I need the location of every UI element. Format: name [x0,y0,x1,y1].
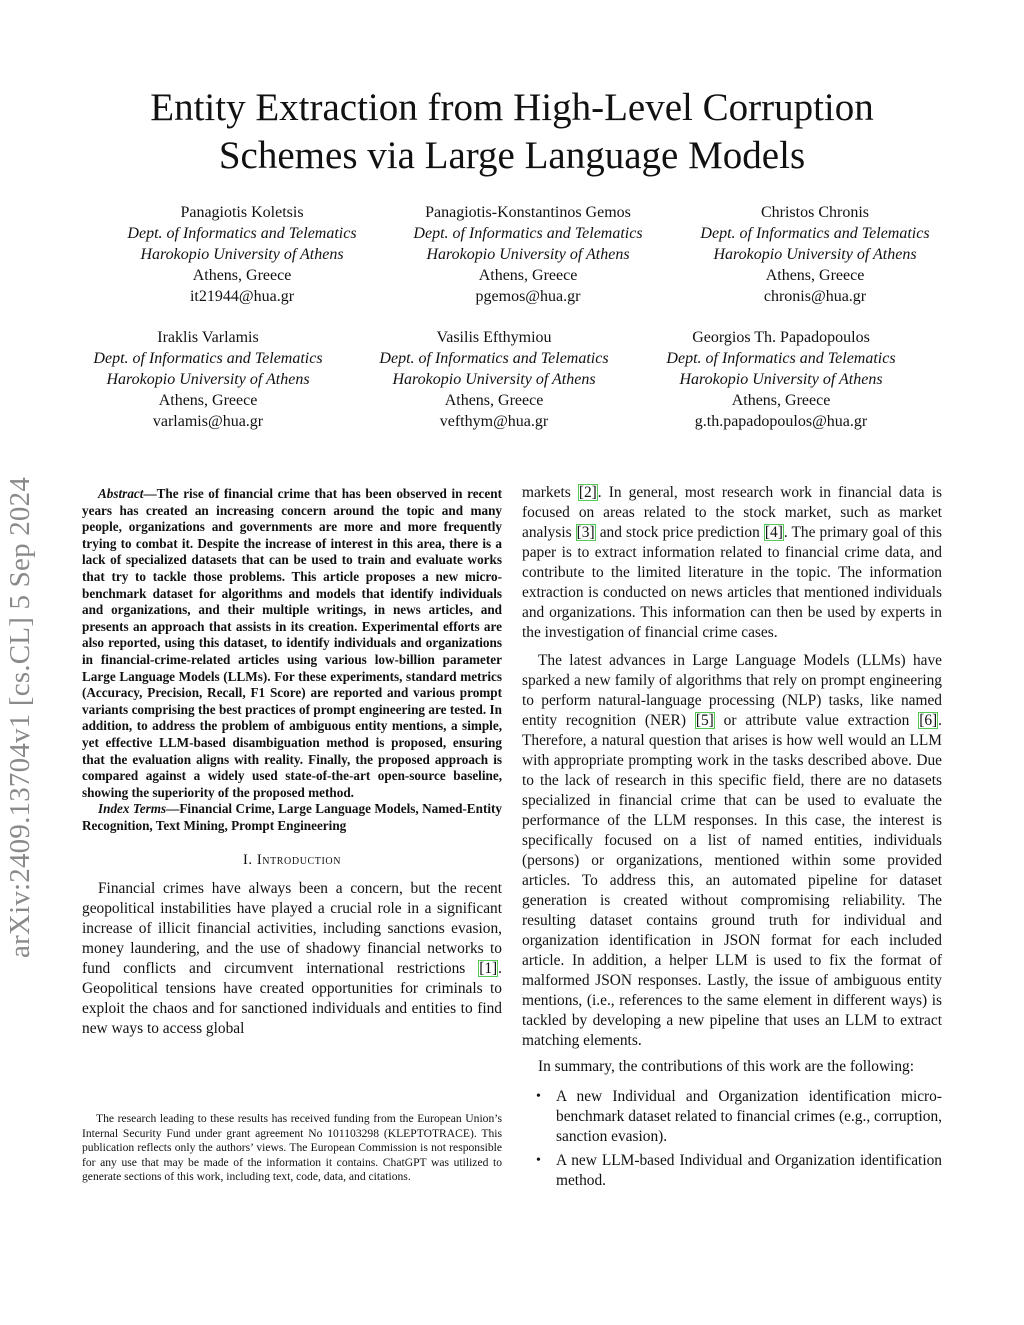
paragraph [522,651,942,1051]
author-univ: Harokopio University of Athens [679,371,883,388]
author-name: Panagiotis-Konstantinos Gemos [425,204,631,221]
list-item-text: A new Individual and Organization identification micro-benchmark dataset related to financial crimes (e.g., corruption, sanction evasion). [556,1088,942,1145]
author-city: Athens, Greece [765,267,865,284]
author-email[interactable]: it21944@hua.gr [189,288,295,305]
author-block [364,327,624,432]
text-run: Financial crimes have always been a concern, but the recent geopolitical instabilities have played a crucial role in a significant increase of illicit financial activities, including sanctions evasion, money laundering, and the use of shadowy financial networks to fund conflicts and circumvent international restrictions [82,880,502,978]
author-email[interactable]: pgemos@hua.gr [475,288,581,305]
list-item-text: A new LLM-based Individual and Organization identification method. [556,1152,942,1189]
citation-link[interactable]: [6] [919,712,938,729]
citation-link[interactable]: [1] [479,960,498,978]
text-run: . Geopolitical tensions have created opportunities for criminals to exploit the chaos and for sanctioned individuals and entities to find new ways to access global [82,960,502,1038]
text-run: or attribute value extraction [714,712,919,729]
author-block [685,202,945,307]
author-univ: Harokopio University of Athens [426,246,630,263]
author-city: Athens, Greece [158,392,258,409]
author-block [398,202,658,307]
author-univ: Harokopio University of Athens [140,246,344,263]
section-heading: I. Introduction [242,852,342,869]
author-name: Georgios Th. Papadopoulos [692,329,870,346]
author-dept: Dept. of Informatics and Telematics [127,225,357,242]
author-email[interactable]: vefthym@hua.gr [439,413,549,430]
contributions-list [522,1087,942,1191]
author-univ: Harokopio University of Athens [106,371,310,388]
author-dept: Dept. of Informatics and Telematics [700,225,930,242]
abstract-text: —The rise of financial crime that has been observed in recent years has created an increasing concern around the topic and many people, organizations and governments are more and more frequently trying to combat it. Despite the increase of interest in this area, there is a lack of specialized datasets that can be used to train and evaluate works that try to tackle those problems. This article proposes a new micro-benchmark dataset for algorithms and models that identify individuals and organizations, and their multiple writings, in news articles, and presents an approach that assists in its creation. Experimental efforts are also reported, using this dataset, to identify individuals and organizations in financial-crime-related articles using various low-billion parameter Large Language Models (LLMs). For these experiments, standard metrics (Accuracy, Precision, Recall, F1 Score) are reported and various prompt variants comprising the best practices of prompt engineering are tested. In addition, to address the problem of ambiguous entity mentions, a simple, yet effective LLM-based disambiguation method is proposed, ensuring that the evaluation aligns with reality. Finally, the proposed approach is compared against a widely used state-of-the-art open-source baseline, showing the superiority of the proposed method. [82,486,502,800]
right-column [522,483,942,1195]
index-terms-label: Index Terms [98,801,167,817]
citation-link[interactable]: [3] [576,524,595,541]
citation-link[interactable]: [4] [764,524,783,541]
paper-title [80,84,944,180]
citation-link[interactable]: [5] [695,712,714,729]
abstract-label: Abstract [98,486,144,501]
author-dept: Dept. of Informatics and Telematics [666,350,896,367]
bullet-icon: • [536,1089,541,1104]
author-univ: Harokopio University of Athens [713,246,917,263]
author-block [651,327,911,432]
funding-footnote: The research leading to these results has received funding from the European Union’s Internal Security Fund under grant agreement No 101103298 (KLEPTOTRACE). This publication reflects only the authors’ views. The European Commission is not responsible for any use that may be made of the information it contains. ChatGPT was utilized to generate sections of this work, including text, code, data, and citations. [82,1112,502,1184]
text-run: . Therefore, a natural question that arises is how well would an LLM with appropriate prompting work in the tasks described above. Due to the lack of research in this specific field, there are no datasets specialized in financial crime that can be used to evaluate the performance of the LLM responses. In this case, the interest is specifically focused on a list of named entities, individuals (persons) or organizations, mentioned within some provided articles. To address this, an automated pipeline for dataset generation is created without compromising reliability. The resulting dataset contains ground truth for individual and organization identification in JSON format for each included article. In addition, a helper LLM is used to fix the format of malformed JSON responses. Lastly, the issue of ambiguous entity mentions, (i.e., references to the same element in different ways) is tackled by developing a new pipeline that uses an LLM to extract matching elements. [522,712,943,1049]
text-run: The latest advances in Large Language Models (LLMs) have sparked a new family of algorithms that rely on prompt engineering to perform natural-language processing (NLP) tasks, like named entity recognition (NER) [522,652,942,729]
author-dept: Dept. of Informatics and Telematics [413,225,643,242]
list-item [522,1151,942,1191]
author-block [112,202,372,307]
abstract [82,486,502,801]
index-terms-text: —Financial Crime, Large Language Models, Named-Entity Recognition, Text Mining, Prompt Engineering [82,801,502,833]
author-univ: Harokopio University of Athens [392,371,596,388]
text-run: and stock price prediction [595,524,764,541]
author-city: Athens, Greece [731,392,831,409]
author-email[interactable]: g.th.papadopoulos@hua.gr [694,413,868,430]
arxiv-stamp: arXiv:2409.13704v1 [cs.CL] 5 Sep 2024 [4,476,36,958]
paragraph: In summary, the contributions of this work are the following: [538,1058,915,1075]
author-city: Athens, Greece [444,392,544,409]
author-block [78,327,338,432]
intro-paragraph [82,879,502,1039]
bullet-icon: • [536,1153,541,1168]
author-city: Athens, Greece [478,267,578,284]
author-name: Panagiotis Koletsis [180,204,304,221]
author-city: Athens, Greece [192,267,292,284]
index-terms [82,801,502,834]
text-run: . The primary goal of this paper is to extract information related to financial crime data, and contribute to the limited literature in the topic. The information extraction is conducted on news articles that mentioned individuals and organizations. This information can then be used by experts in the investigation of financial crime cases. [522,524,943,641]
left-column [82,486,502,1039]
paragraph [522,483,942,643]
title-line-2: Schemes via Large Language Models [218,134,806,177]
author-dept: Dept. of Informatics and Telematics [93,350,323,367]
author-email[interactable]: varlamis@hua.gr [152,413,264,430]
author-name: Iraklis Varlamis [157,329,259,346]
author-dept: Dept. of Informatics and Telematics [379,350,609,367]
text-run: markets [522,484,578,501]
author-name: Christos Chronis [760,204,869,221]
citation-link[interactable]: [2] [578,484,597,501]
list-item [522,1087,942,1147]
author-email[interactable]: chronis@hua.gr [763,288,867,305]
title-line-1: Entity Extraction from High-Level Corruption [150,86,874,129]
author-name: Vasilis Efthymiou [436,329,552,346]
text-run: . In general, most research work in financial data is focused on areas related to the stock market, such as market analysis [522,484,942,541]
